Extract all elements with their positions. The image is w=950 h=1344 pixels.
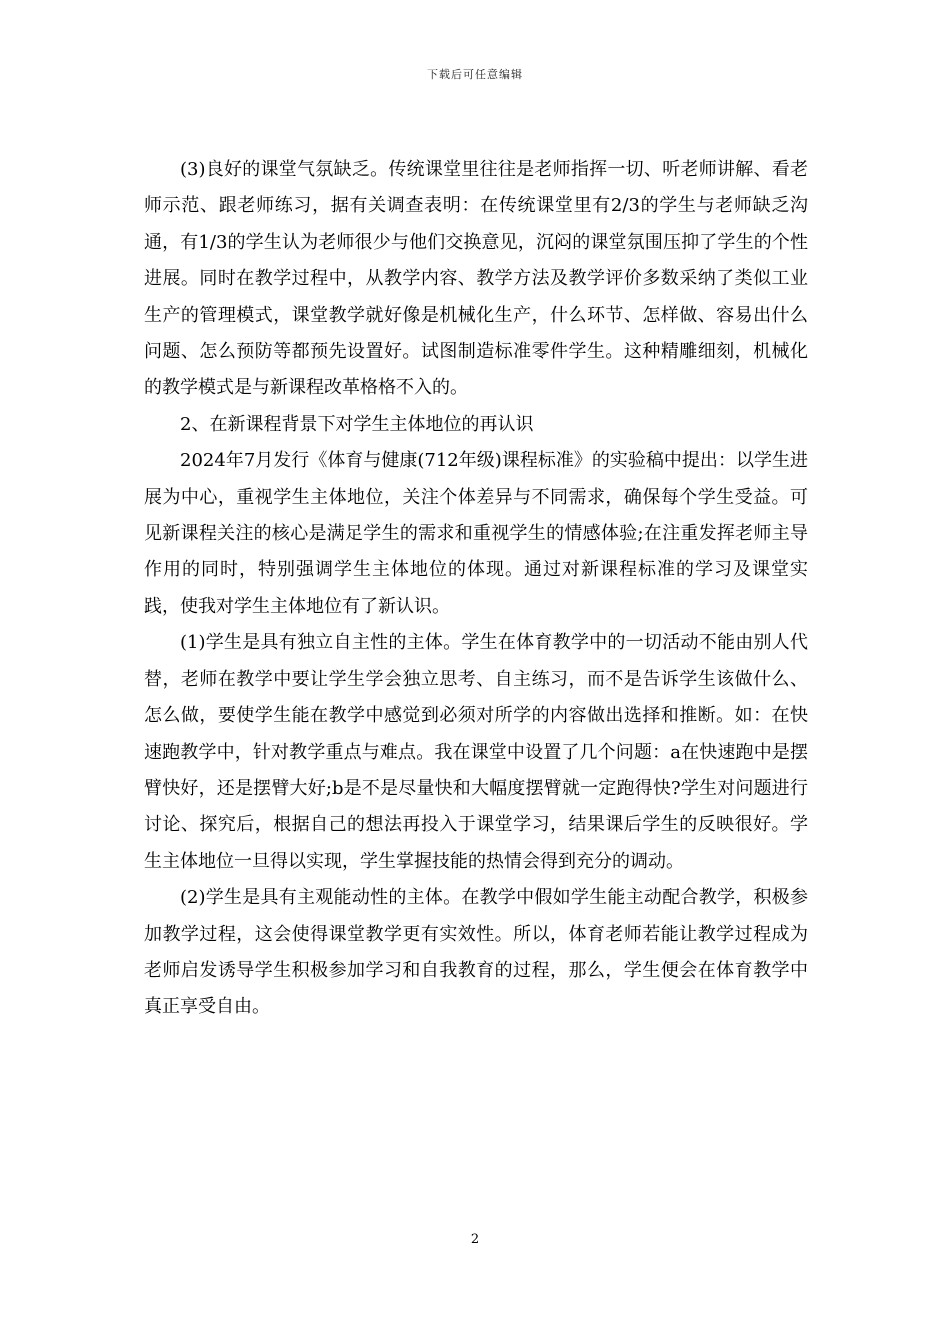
paragraph-curriculum-standard: 2024年7月发行《体育与健康(712年级)课程标准》的实验稿中提出：以学生进展为中心，重视学生主体地位，关注个体差异与不同需求，确保每个学生受益。可见新课程关注的核心是满足学生的需求和重视学生的情感体验;在注重发挥老师主导作用的同时，特别强调学生主体地位的体现。通过对新课程标准的学习及课堂实践，使我对学生主体地位有了新认识。 (144, 450, 808, 617)
paragraph-3-classroom-atmosphere: (3)良好的课堂气氛缺乏。传统课堂里往往是老师指挥一切、听老师讲解、看老师示范、跟老师练习，据有关调查表明：在传统课堂里有2/3的学生与老师缺乏沟通，有1/3的学生认为老师很少与他们交换意见，沉闷的课堂氛围压抑了学生的个性进展。同时在教学过程中，从教学内容、教学方法及教学评价多数采纳了类似工业生产的管理模式，课堂教学就好像是机械化生产，什么环节、怎样做、容易出什么问题、怎么预防等都预先设置好。试图制造标准零件学生。这种精雕细刻，机械化的教学模式是与新课程改革格格不入的。 (144, 159, 808, 399)
section-heading-2: 2、在新课程背景下对学生主体地位的再认识 (180, 413, 534, 435)
page-header: 下载后可任意编辑 (427, 68, 523, 81)
page-number: 2 (470, 1232, 480, 1247)
paragraph-2-active-subject: (2)学生是具有主观能动性的主体。在教学中假如学生能主动配合教学，积极参加教学过程，这会使得课堂教学更有实效性。所以，体育老师若能让教学过程成为老师启发诱导学生积极参加学习和自我教育的过程，那么，学生便会在体育教学中真正享受自由。 (144, 887, 808, 1018)
paragraph-1-independent-subject: (1)学生是具有独立自主性的主体。学生在体育教学中的一切活动不能由别人代替，老师在教学中要让学生学会独立思考、自主练习，而不是告诉学生该做什么、怎么做，要使学生能在教学中感觉到必须对所学的内容做出选择和推断。如：在快速跑教学中，针对教学重点与难点。我在课堂中设置了几个问题：a在快速跑中是摆臂快好，还是摆臂大好;b是不是尽量快和大幅度摆臂就一定跑得快?学生对问题进行讨论、探究后，根据自己的想法再投入于课堂学习，结果课后学生的反映很好。学生主体地位一旦得以实现，学生掌握技能的热情会得到充分的调动。 (144, 632, 808, 872)
document-body (144, 152, 808, 1026)
